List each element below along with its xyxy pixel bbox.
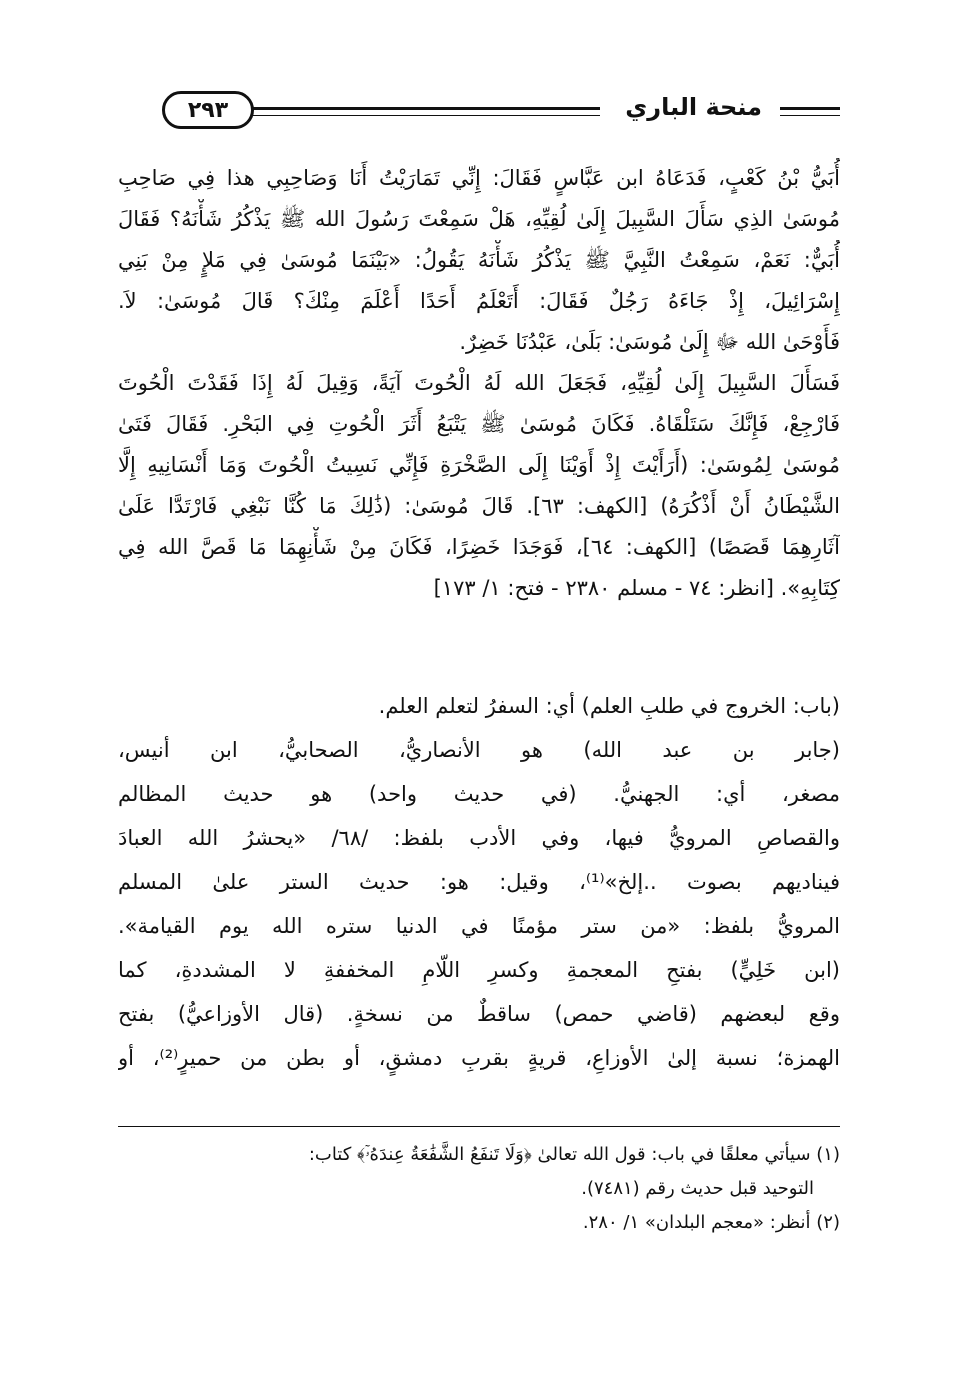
header-rule-left	[220, 107, 600, 116]
header-rule-right	[780, 107, 840, 116]
hadith-line: كِتَابِهِ». [انظر: ٧٤ - مسلم ٢٣٨٠ - فتح: ١/ ١٧٣]	[433, 576, 840, 600]
commentary-line: وقع لبعضهم (قاضي حمص) ساقطٌ من نسخةٍ. (قال الأوزاعيُّ) بفتح	[118, 1002, 840, 1026]
commentary-line: المرويُّ بلفظ: «من ستر مؤمنًا في الدنيا ستره الله يوم القيامة».	[118, 914, 840, 938]
page-number-text: ٢٩٣	[187, 97, 229, 123]
commentary-line: (باب: الخروج في طلبِ العلم) أي: السفرُ لتعلم العلم.	[378, 694, 840, 718]
hadith-line: آثَارِهِمَا قَصَصًا) [الكهف: ٦٤]، فَوَجَدَا خَضِرًا، فَكَانَ مِنْ شَأْنِهِمَا مَا قَصَّ الله فِي	[118, 535, 840, 559]
hadith-text	[118, 158, 840, 609]
hadith-line: أُبَيٌّ: نَعَمْ، سَمِعْتُ النَّبِيَّ ﷺ يَذْكُرُ شَأْنَهُ يَقُولُ: «بَيْنَمَا مُوسَىٰ فِي مَلإٍ مِنْ بَنِي	[118, 248, 840, 272]
footnotes	[118, 1138, 840, 1240]
footnote-line: التوحيد قبل حديث رقم (٧٤٨١).	[581, 1178, 814, 1199]
page-number	[162, 91, 254, 129]
book-title: منحة الباري	[625, 93, 762, 121]
footnote-line: (٢) أنظر: «معجم البلدان» ١/ ٢٨٠.	[582, 1212, 840, 1233]
hadith-line: إِسْرَائِيلَ، إِذْ جَاءَهُ رَجُلٌ فَقَالَ: أَتَعْلَمُ أَحَدًا أَعْلَمَ مِنْكَ؟ قَالَ مُوسَىٰ: لاَ.	[118, 289, 840, 313]
hadith-line: فَسَأَلَ السَّبِيلَ إِلَىٰ لُقِيِّهِ، فَجَعَلَ الله لَهُ الْحُوتَ آيَةً، وَقِيلَ لَهُ إِذَا فَقَدْتَ الْحُوتَ	[118, 371, 840, 395]
commentary-line: (ابن خَلِيٍّ) بفتحِ المعجمةِ وكسرِ اللّامِ المخففةِ لا المشددةِ، كما	[118, 958, 840, 982]
hadith-line: أُبَيُّ بْنُ كَعْبٍ، فَدَعَاهُ ابن عَبَّاسٍ فَقَالَ: إِنِّي تَمَارَيْتُ أَنَا وَصَاحِبِي هذا فِي صَاحِبِ	[118, 166, 840, 190]
commentary-line: والقصاصِ المرويُّ فيها، وفي الأدب بلفظ: /٦٨/ «يحشرُ الله العبادَ	[118, 826, 840, 850]
hadith-line: الشَّيْطَانُ أَنْ أَذْكُرَهُ) [الكهف: ٦٣]. قَالَ مُوسَىٰ: (ذَٰلِكَ مَا كُنَّا نَبْغِي فَارْتَدَّا عَلَىٰ	[118, 494, 840, 518]
footnote-separator	[118, 1126, 840, 1127]
commentary-line: مصغر، أي: الجهنيُّ. (في حديث واحد) هو حديث المظالم	[118, 782, 840, 806]
footnote-line: (١) سيأتي معلقًا في باب: قول الله تعالىٰ ﴿وَلَا تَنفَعُ الشَّفَٰعَةُ عِندَهُۥٓ﴾ كتاب:	[308, 1144, 840, 1165]
commentary-line: الهمزة؛ نسبة إلىٰ الأوزاعِ، قريةٍ بقربِ دمشقٍ، أو بطن من حميرٍ⁽²⁾، أو	[118, 1046, 840, 1070]
hadith-line: فَأَوْحَىٰ الله ﷻ إِلَىٰ مُوسَىٰ: بَلَىٰ، عَبْدُنَا خَضِرٌ.	[459, 330, 840, 354]
hadith-line: مُوسَىٰ الذِي سَأَلَ السَّبِيلَ إِلَىٰ لُقِيِّهِ، هَلْ سَمِعْتَ رَسُولَ الله ﷺ يَذْكُرُ شَأْنَهُ؟ فَقَالَ	[118, 207, 840, 231]
hadith-line: فَارْجِعْ، فَإِنَّكَ سَتَلْقَاهُ. فَكَانَ مُوسَىٰ ﷺ يَتْبَعُ أَثَرَ الْحُوتِ فِي البَحْرِ. فَقَالَ فَتَىٰ	[118, 412, 840, 436]
commentary-line: فيناديهم بصوت ..إلخ»⁽¹⁾، وقيل: هو: حديث الستر علىٰ المسلم	[118, 870, 840, 894]
running-header	[120, 88, 840, 138]
hadith-line: مُوسَىٰ لِمُوسَىٰ: (أَرَأَيْتَ إِذْ أَوَيْنَا إِلَى الصَّخْرَةِ فَإِنِّي نَسِيتُ الْحُوتَ وَمَا أَنْسَانِيهِ إِلَّا	[118, 453, 840, 477]
commentary-text	[118, 684, 840, 1080]
commentary-line: (جابر بن عبد الله) هو الأنصاريُّ، الصحابيُّ، ابن أنيس،	[118, 738, 840, 762]
